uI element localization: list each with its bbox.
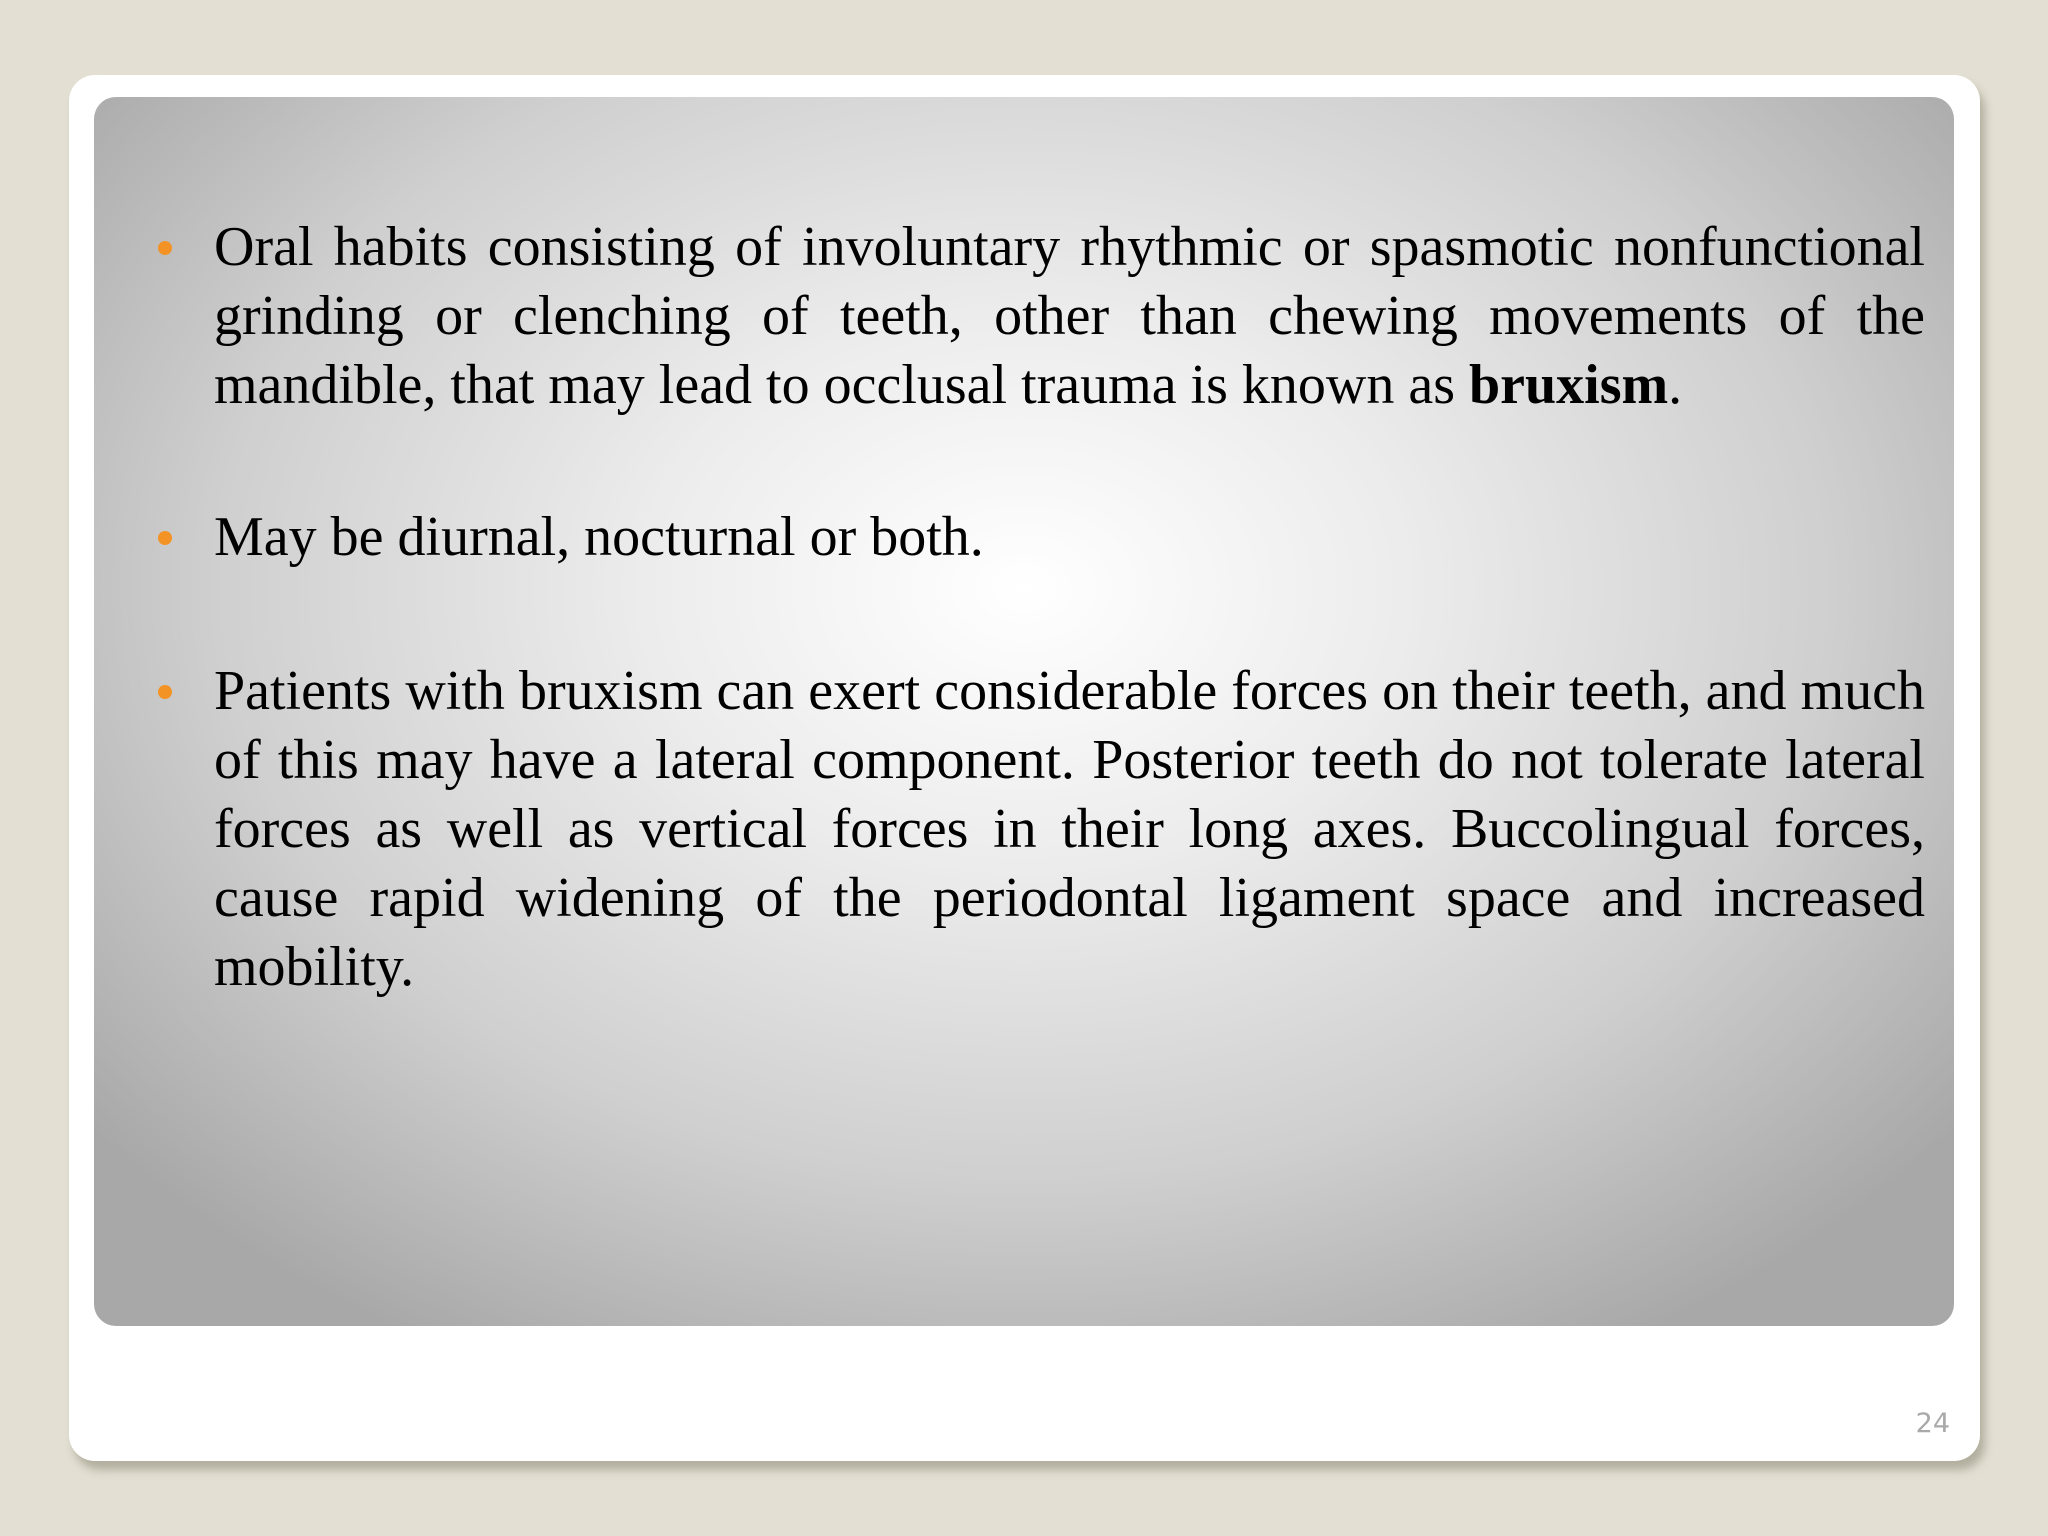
bullet-text [214,213,1925,420]
bullet-text-segment: Oral habits consisting of involuntary rhythmic or spasmotic nonfunctional grinding or clenching of teeth, other than chewing movements of the mandible, that may lead to occlusal trauma is known as [214,216,1925,416]
bullet-dot-icon [158,241,172,255]
bullet-text: Patients with bruxism can exert considerable forces on their teeth, and much of this may have a lateral component. Posterior teeth do not tolerate lateral forces as well as vertical forces in their long axes. Buccolingual forces, cause rapid widening of the periodontal ligament space and increased mobility. [214,660,1925,998]
slide-number: 24 [1915,1408,1950,1439]
bullet-text: May be diurnal, nocturnal or both. [214,506,984,568]
bold-term: bruxism [1469,354,1669,416]
bullet-dot-icon [158,685,172,699]
slide-card [69,75,1980,1461]
bullet-text-segment: . [1668,354,1683,416]
bullet-dot-icon [158,531,172,545]
content-panel [94,97,1954,1326]
